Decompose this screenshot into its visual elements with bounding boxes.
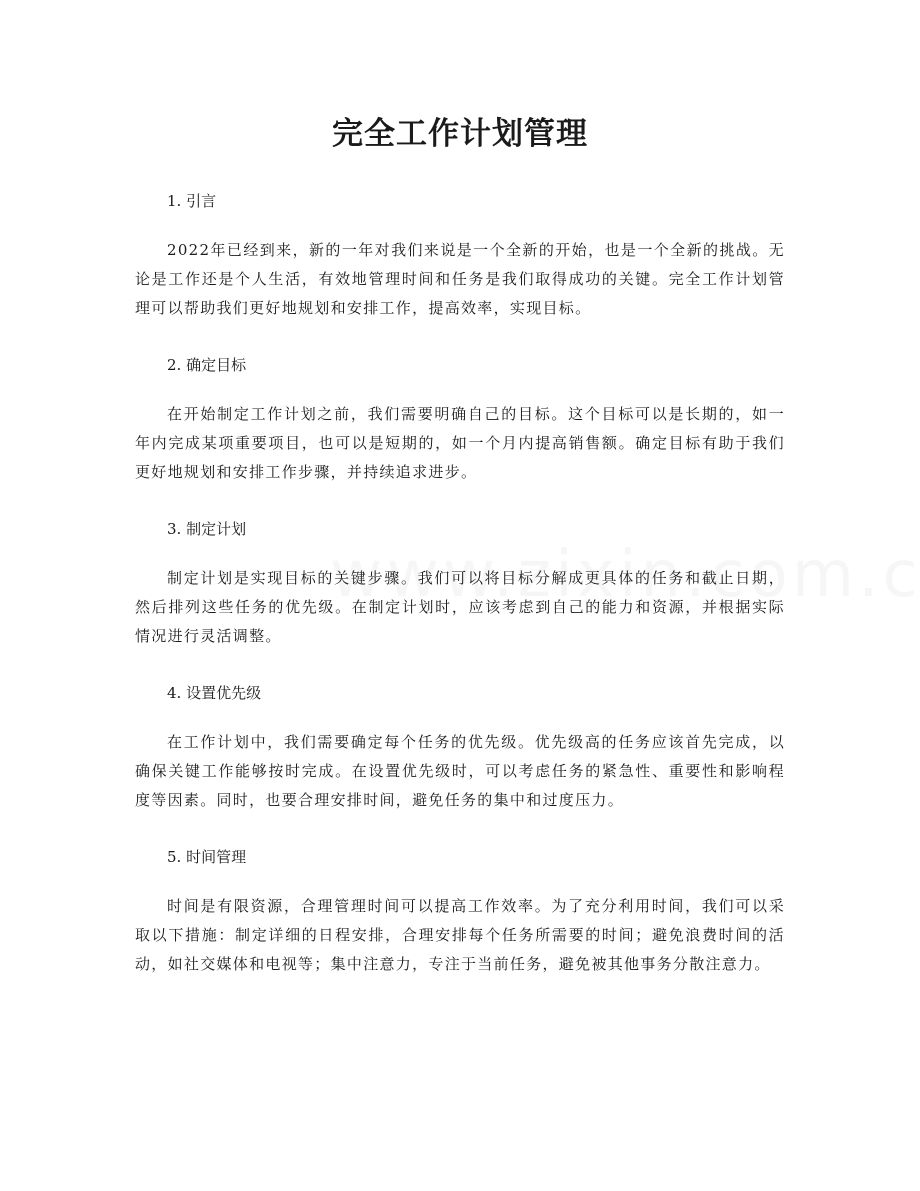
section-priority [135,676,785,840]
section-plan [135,512,785,676]
document-body [135,184,785,979]
section-heading: 4. 设置优先级 [167,684,262,702]
section-heading: 1. 引言 [167,192,217,210]
section-paragraph: 2022年已经到来，新的一年对我们来说是一个全新的开始，也是一个全新的挑战。无论是工作还是个人生活，有效地管理时间和任务是我们取得成功的关键。完全工作计划管理可以帮助我们更好地规划和安排工作，提高效率，实现目标。 [135,241,785,317]
page-title: 完全工作计划管理 [332,116,588,152]
section-paragraph: 在工作计划中，我们需要确定每个任务的优先级。优先级高的任务应该首先完成，以确保关键工作能够按时完成。在设置优先级时，可以考虑任务的紧急性、重要性和影响程度等因素。同时，也要合理安排时间，避免任务的集中和过度压力。 [135,733,785,809]
section-intro [135,184,785,348]
section-heading: 5. 时间管理 [167,848,247,866]
section-paragraph: 时间是有限资源，合理管理时间可以提高工作效率。为了充分利用时间，我们可以采取以下措施：制定详细的日程安排，合理安排每个任务所需要的时间；避免浪费时间的活动，如社交媒体和电视等；集中注意力，专注于当前任务，避免被其他事务分散注意力。 [135,897,785,973]
section-heading: 3. 制定计划 [167,520,247,538]
section-paragraph: 制定计划是实现目标的关键步骤。我们可以将目标分解成更具体的任务和截止日期，然后排列这些任务的优先级。在制定计划时，应该考虑到自己的能力和资源，并根据实际情况进行灵活调整。 [135,569,785,645]
section-goals [135,348,785,512]
section-paragraph: 在开始制定工作计划之前，我们需要明确自己的目标。这个目标可以是长期的，如一年内完成某项重要项目，也可以是短期的，如一个月内提高销售额。确定目标有助于我们更好地规划和安排工作步骤，并持续追求进步。 [135,405,785,481]
section-heading: 2. 确定目标 [167,356,247,374]
section-time [135,840,785,979]
